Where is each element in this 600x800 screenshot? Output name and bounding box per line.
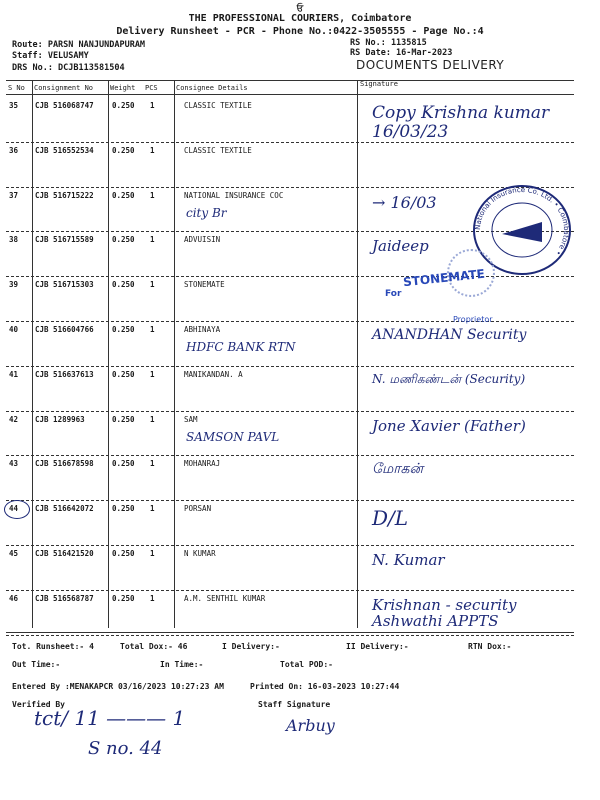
col-consignment: Consignment No: [34, 84, 94, 92]
cell-weight: 0.250: [112, 325, 135, 334]
rs-number: RS No.: 1135815: [350, 38, 427, 48]
cell-weight: 0.250: [112, 414, 135, 424]
cell-consignee: A.M. SENTHIL KUMAR: [184, 593, 266, 603]
cell-consignee: N KUMAR: [184, 549, 216, 558]
total-pod: Total POD:-: [280, 660, 333, 669]
documents-delivery-note: DOCUMENTS DELIVERY: [356, 58, 505, 72]
cell-sno: 39: [9, 280, 19, 290]
route-label: Route: PARSN NANJUNDAPURAM: [12, 40, 146, 50]
cell-consignee: ADVUISIN: [184, 235, 221, 245]
cell-pcs: 1: [150, 235, 155, 245]
cell-consignment: CJB 516678598: [35, 459, 94, 469]
cell-weight: 0.250: [112, 101, 135, 110]
cell-signature: மோகன்: [372, 461, 424, 478]
cell-consignment: CJB 516568787: [35, 593, 94, 603]
cell-pcs: 1: [150, 101, 155, 110]
cell-pcs: 1: [150, 549, 155, 558]
table-row: [0, 456, 600, 501]
cell-consignee: CLASSIC TEXTILE: [184, 101, 252, 110]
cell-consignment: CJB 516637613: [35, 369, 94, 379]
cell-signature: N. மணிகண்டன் (Security): [372, 371, 526, 386]
cell-sno: 43: [9, 459, 19, 469]
table-row: [0, 98, 600, 143]
tot-runsheet: Tot. Runsheet:- 4: [12, 642, 94, 651]
cell-consignee: CLASSIC TEXTILE: [184, 145, 252, 155]
ii-delivery: II Delivery:-: [346, 642, 409, 651]
stamp-for: For: [385, 289, 402, 299]
table-row: [0, 322, 600, 367]
cell-consignment: CJB 516642072: [35, 504, 94, 514]
cell-handwritten-note: HDFC BANK RTN: [186, 340, 296, 354]
cell-weight: 0.250: [112, 459, 135, 469]
col-weight: Weight: [110, 84, 136, 92]
staff-signature-handwriting: Arbuy: [286, 716, 335, 735]
staff-label: Staff: VELUSAMY: [12, 51, 89, 61]
cell-signature: ANANDHAN Security: [372, 327, 527, 343]
cell-sno: 40: [9, 325, 19, 334]
col-signature: Signature: [360, 80, 398, 88]
company-name: THE PROFESSIONAL COURIERS, Coimbatore: [188, 13, 412, 24]
verified-by: Verified By: [12, 700, 65, 709]
table-row: [0, 501, 600, 546]
cell-weight: 0.250: [112, 504, 135, 514]
cell-sno: 38: [9, 235, 19, 245]
col-consignee: Consignee Details: [176, 84, 248, 92]
rs-date: RS Date: 16-Mar-2023: [350, 48, 453, 58]
cell-consignment: CJB 516068747: [35, 101, 94, 110]
verified-handwriting: tct/ 11 ——— 1: [34, 706, 186, 730]
stamp-stonemate: STONEMATE: [402, 266, 486, 290]
cell-consignment: CJB 1289963: [35, 414, 85, 424]
cell-weight: 0.250: [112, 593, 135, 603]
cell-pcs: 1: [150, 325, 155, 334]
col-sno: S No: [8, 84, 25, 92]
entered-by: Entered By :MENAKAPCR 03/16/2023 10:27:23 AM: [12, 682, 224, 691]
cell-signature: Jaideep: [372, 237, 429, 256]
cell-weight: 0.250: [112, 145, 135, 155]
i-delivery: I Delivery:-: [222, 642, 280, 651]
cell-signature: Krishnan - security Ashwathi APPTS: [372, 595, 517, 631]
seal-text: National Insurance Co. Ltd. • Coimbatore •: [473, 185, 571, 257]
cell-pcs: 1: [150, 459, 155, 469]
cell-signature: Jone Xavier (Father): [372, 416, 526, 435]
sno-handwriting: S no. 44: [88, 738, 163, 759]
header-rule: [6, 94, 574, 95]
cell-pcs: 1: [150, 145, 155, 155]
cell-sno: 42: [9, 414, 19, 424]
cell-handwritten-note: city Br: [186, 205, 227, 220]
stamp-proprietor: Proprietor: [453, 315, 493, 324]
cell-sno: 41: [9, 369, 19, 379]
cell-weight: 0.250: [112, 235, 135, 245]
rtn-dox: RTN Dox:-: [468, 642, 512, 651]
cell-consignment: CJB 516421520: [35, 549, 94, 558]
cell-consignee: MANIKANDAN. A: [184, 369, 243, 379]
cell-handwritten-note: SAMSON PAVL: [186, 429, 280, 444]
cell-consignment: CJB 516604766: [35, 325, 94, 334]
header-mark: ਓ: [296, 4, 304, 14]
sno-44-circle: [4, 500, 30, 519]
cell-weight: 0.250: [112, 280, 135, 290]
table-row: [0, 367, 600, 412]
footer-rule: [6, 632, 574, 633]
cell-weight: 0.250: [112, 369, 135, 379]
table-row: [0, 412, 600, 457]
cell-pcs: 1: [150, 280, 155, 290]
table-row: [0, 546, 600, 591]
cell-sno: 44: [9, 504, 19, 514]
cell-pcs: 1: [150, 504, 155, 514]
seal-emblem: [502, 222, 542, 242]
cell-consignment: CJB 516715589: [35, 235, 94, 245]
cell-pcs: 1: [150, 369, 155, 379]
cell-consignment: CJB 516715222: [35, 190, 94, 200]
total-dox: Total Dox:- 46: [120, 642, 188, 651]
cell-consignment: CJB 516552534: [35, 145, 94, 155]
drs-number: DRS No.: DCJB113581504: [12, 63, 125, 73]
cell-sno: 35: [9, 101, 19, 110]
cell-consignee: SAM: [184, 414, 198, 424]
cell-weight: 0.250: [112, 190, 135, 200]
table-top-rule: [6, 80, 574, 81]
col-pcs: PCS: [145, 84, 158, 92]
cell-consignee: PORSAN: [184, 504, 212, 514]
in-time: In Time:-: [160, 660, 204, 669]
cell-sno: 45: [9, 549, 19, 558]
cell-consignee: ABHINAYA: [184, 325, 221, 334]
cell-signature: N. Kumar: [372, 551, 445, 569]
cell-weight: 0.250: [112, 549, 135, 558]
cell-signature: → 16/03: [372, 192, 437, 212]
cell-consignee: STONEMATE: [184, 280, 225, 290]
cell-sno: 37: [9, 190, 19, 200]
table-row: [0, 277, 600, 322]
table-row: [0, 591, 600, 636]
runsheet-subtitle: Delivery Runsheet - PCR - Phone No.:0422-3505555 - Page No.:4: [116, 26, 484, 37]
cell-consignment: CJB 516715303: [35, 280, 94, 290]
row-separator: [6, 635, 574, 636]
cell-sno: 36: [9, 145, 19, 155]
cell-consignee: MOHANRAJ: [184, 459, 221, 469]
cell-sno: 46: [9, 593, 19, 603]
cell-signature: Copy Krishna kumar 16/03/23: [372, 103, 550, 142]
cell-pcs: 1: [150, 593, 155, 603]
stonemate-stamp: [384, 248, 496, 334]
cell-consignee: NATIONAL INSURANCE COC: [184, 190, 284, 200]
cell-pcs: 1: [150, 190, 155, 200]
cell-signature: D/L: [372, 506, 409, 531]
staff-signature-label: Staff Signature: [258, 700, 331, 709]
printed-on: Printed On: 16-03-2023 10:27:44: [250, 682, 400, 691]
out-time: Out Time:-: [12, 660, 61, 669]
cell-pcs: 1: [150, 414, 155, 424]
